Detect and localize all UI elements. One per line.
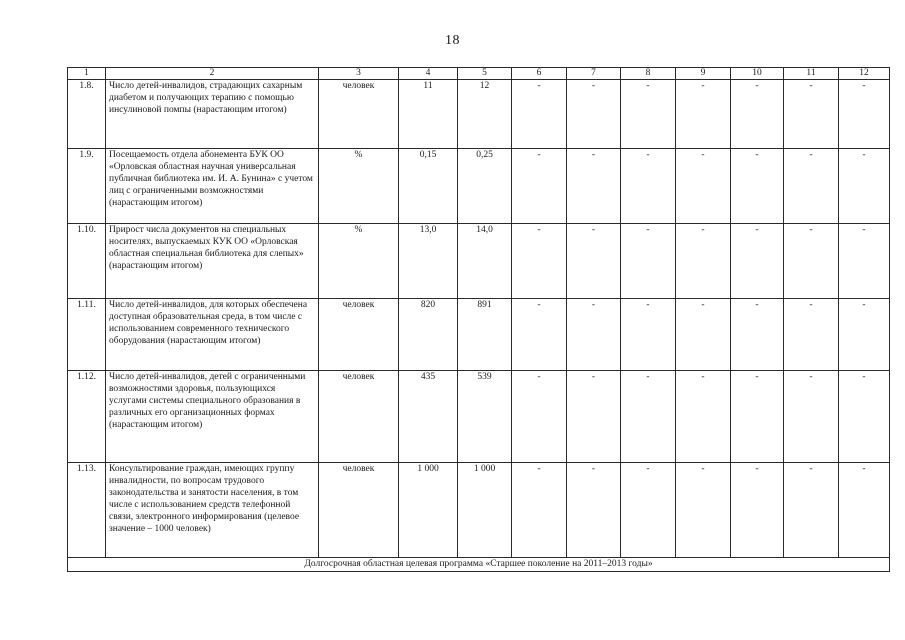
table-row <box>68 224 890 299</box>
indicator-name: Число детей-инвалидов, страдающих сахарным диабетом и получающих терапию с помощью инсулиновой помпы (нарастающим итогом) <box>106 80 319 149</box>
empty-value-cell: - <box>676 80 731 149</box>
empty-value-cell: - <box>784 80 839 149</box>
unit-cell: % <box>319 149 399 224</box>
program-title: Долгосрочная областная целевая программа «Старшее поколение на 2011–2013 годы» <box>68 558 890 572</box>
empty-value-cell: - <box>731 371 784 463</box>
value-cell: 11 <box>399 80 458 149</box>
unit-cell: % <box>319 224 399 299</box>
column-header: 5 <box>458 68 512 80</box>
unit-cell: человек <box>319 80 399 149</box>
empty-value-cell: - <box>512 299 567 371</box>
indicator-name: Число детей-инвалидов, детей с ограниченными возможностями здоровья, пользующихся услугами системы специального образования в различных его организационных формах (нарастающим итогом) <box>106 371 319 463</box>
empty-value-cell: - <box>621 224 676 299</box>
empty-value-cell: - <box>676 224 731 299</box>
value-cell: 435 <box>399 371 458 463</box>
unit-cell: человек <box>319 299 399 371</box>
table-header-row <box>68 68 890 80</box>
column-header: 4 <box>399 68 458 80</box>
empty-value-cell: - <box>731 463 784 558</box>
row-number: 1.12. <box>68 371 106 463</box>
row-number: 1.10. <box>68 224 106 299</box>
column-header: 11 <box>784 68 839 80</box>
value-cell: 1 000 <box>458 463 512 558</box>
row-number: 1.11. <box>68 299 106 371</box>
empty-value-cell: - <box>567 299 621 371</box>
indicators-table <box>67 67 890 572</box>
empty-value-cell: - <box>567 80 621 149</box>
row-number: 1.13. <box>68 463 106 558</box>
empty-value-cell: - <box>512 149 567 224</box>
empty-value-cell: - <box>621 371 676 463</box>
empty-value-cell: - <box>567 371 621 463</box>
value-cell: 539 <box>458 371 512 463</box>
page-number: 18 <box>445 33 460 48</box>
column-header: 8 <box>621 68 676 80</box>
value-cell: 12 <box>458 80 512 149</box>
empty-value-cell: - <box>512 80 567 149</box>
column-header: 10 <box>731 68 784 80</box>
empty-value-cell: - <box>512 463 567 558</box>
empty-value-cell: - <box>567 149 621 224</box>
value-cell: 891 <box>458 299 512 371</box>
value-cell: 820 <box>399 299 458 371</box>
empty-value-cell: - <box>621 80 676 149</box>
column-header: 2 <box>106 68 319 80</box>
indicator-name: Прирост числа документов на специальных носителях, выпускаемых КУК ОО «Орловская областная специальная библиотека для слепых» (нарастающим итогом) <box>106 224 319 299</box>
empty-value-cell: - <box>676 371 731 463</box>
empty-value-cell: - <box>839 80 890 149</box>
table-row <box>68 371 890 463</box>
empty-value-cell: - <box>512 224 567 299</box>
empty-value-cell: - <box>784 371 839 463</box>
empty-value-cell: - <box>621 463 676 558</box>
indicator-name: Число детей-инвалидов, для которых обеспечена доступная образовательная среда, в том числе с использованием современного технического оборудования (нарастающим итогом) <box>106 299 319 371</box>
empty-value-cell: - <box>676 149 731 224</box>
table-row <box>68 149 890 224</box>
column-header: 12 <box>839 68 890 80</box>
unit-cell: человек <box>319 463 399 558</box>
row-number: 1.9. <box>68 149 106 224</box>
empty-value-cell: - <box>784 299 839 371</box>
empty-value-cell: - <box>784 224 839 299</box>
empty-value-cell: - <box>839 371 890 463</box>
column-header: 7 <box>567 68 621 80</box>
table-row <box>68 299 890 371</box>
value-cell: 1 000 <box>399 463 458 558</box>
indicator-name: Посещаемость отдела абонемента БУК ОО «Орловская областная научная универсальная публичная библиотека им. И. А. Бунина» с учетом лиц с ограниченными возможностями (нарастающим итогом) <box>106 149 319 224</box>
empty-value-cell: - <box>731 149 784 224</box>
empty-value-cell: - <box>731 80 784 149</box>
table-row <box>68 80 890 149</box>
value-cell: 0,15 <box>399 149 458 224</box>
empty-value-cell: - <box>839 463 890 558</box>
column-header: 9 <box>676 68 731 80</box>
empty-value-cell: - <box>839 224 890 299</box>
empty-value-cell: - <box>839 299 890 371</box>
empty-value-cell: - <box>784 463 839 558</box>
empty-value-cell: - <box>784 149 839 224</box>
empty-value-cell: - <box>839 149 890 224</box>
empty-value-cell: - <box>567 463 621 558</box>
indicator-name: Консультирование граждан, имеющих группу инвалидности, по вопросам трудового законодательства и занятости населения, в том числе с использованием средств телефонной связи, электронного информирования (целевое значение – 1000 человек) <box>106 463 319 558</box>
empty-value-cell: - <box>512 371 567 463</box>
program-title-row <box>68 558 890 572</box>
value-cell: 13,0 <box>399 224 458 299</box>
empty-value-cell: - <box>676 299 731 371</box>
empty-value-cell: - <box>621 149 676 224</box>
column-header: 1 <box>68 68 106 80</box>
empty-value-cell: - <box>567 224 621 299</box>
column-header: 3 <box>319 68 399 80</box>
empty-value-cell: - <box>621 299 676 371</box>
empty-value-cell: - <box>731 224 784 299</box>
empty-value-cell: - <box>731 299 784 371</box>
value-cell: 14,0 <box>458 224 512 299</box>
value-cell: 0,25 <box>458 149 512 224</box>
empty-value-cell: - <box>676 463 731 558</box>
column-header: 6 <box>512 68 567 80</box>
unit-cell: человек <box>319 371 399 463</box>
row-number: 1.8. <box>68 80 106 149</box>
table-row <box>68 463 890 558</box>
